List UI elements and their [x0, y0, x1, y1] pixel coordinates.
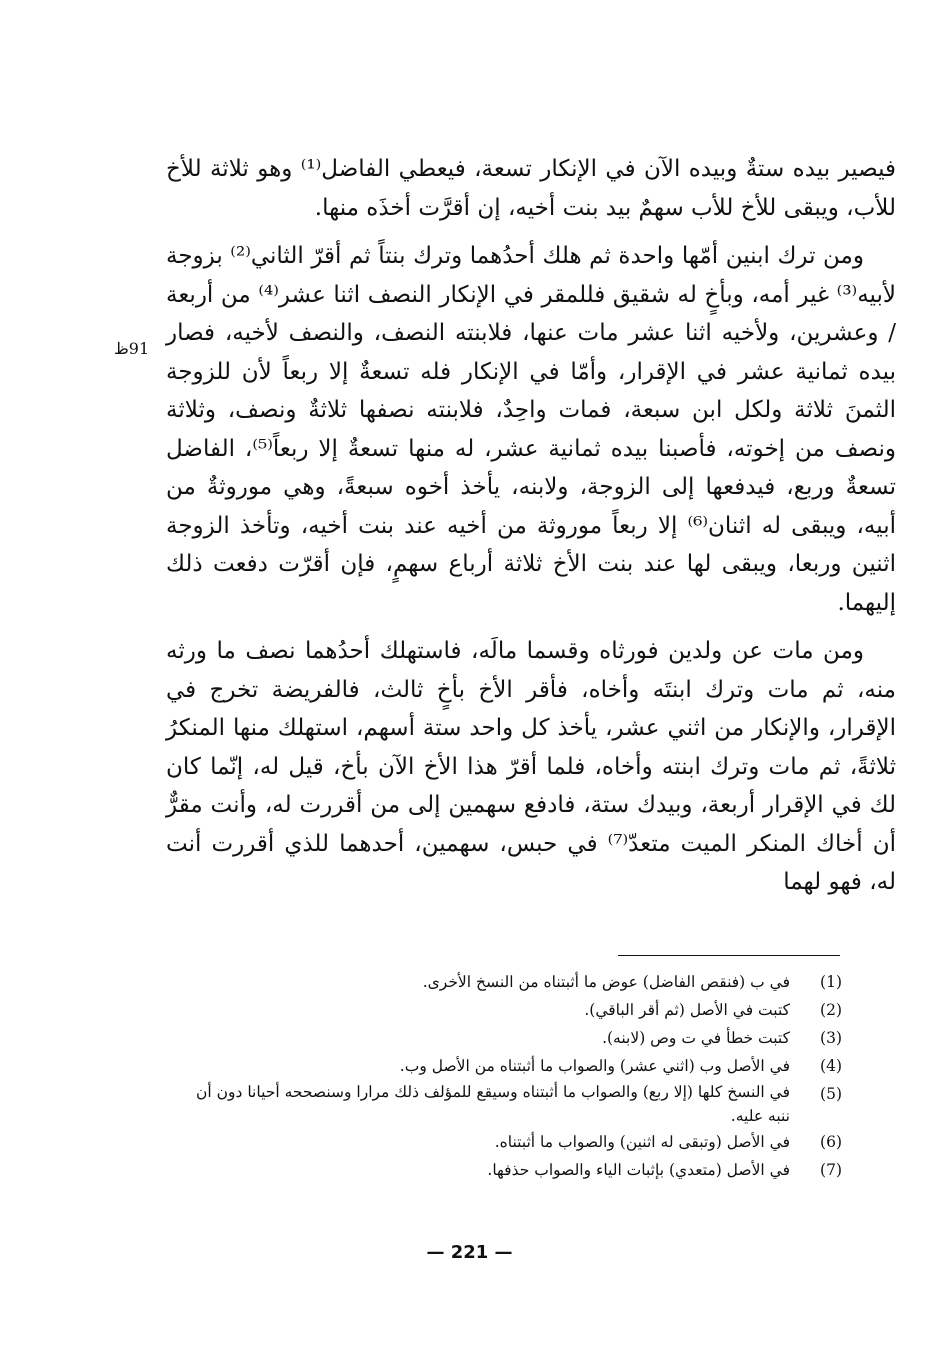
footnote-number: (6) [820, 1133, 842, 1151]
footnote-number: (4) [820, 1057, 842, 1075]
margin-folio-note: 91ظ [114, 339, 150, 358]
footnote-text: كتبت خطأ في ت وص (لابنه). [602, 1029, 790, 1047]
footnotes [172, 968, 842, 1184]
footnote-number: (5) [820, 1085, 842, 1103]
footnote-text: في النسخ كلها (إلا ربع) والصواب ما أثبتناه وسيقع للمؤلف ذلك مرارا وسنصححه أحيانا دون أن ننبه عليه. [196, 1083, 790, 1125]
footnote-item [172, 1024, 842, 1052]
footnote-text: في الأصل (وتبقى له اثنين) والصواب ما أثبتناه. [494, 1133, 790, 1151]
paragraph-1: فيصير بيده ستةٌ وبيده الآن في الإنكار تسعة، فيعطي الفاضل⁽¹⁾ وهو ثلاثة للأخ للأب، ويبقى للأخ للأب سهمٌ بيد بنت أخيه، إن أقرَّت أخذَه منها. [166, 156, 897, 221]
footnote-item [172, 996, 842, 1024]
footnote-item [172, 1052, 842, 1080]
paragraph-3: ومن مات عن ولدين فورثاه وقسما مالَه، فاستهلك أحدُهما نصف ما ورثه منه، ثم مات وترك ابنتَه وأخاه، فأقر الأخ بأخٍ ثالث، فالفريضة تخرج في الإقرار، والإنكار من اثني عشر، يأخذ كل واحد ستة أسهم، استهلك منها المنكرُ ثلاثةً، ثم مات وترك ابنته وأخاه، فلما أقرّ هذا الأخ الآن بأخ، قيل له، إنّما كان لك في الإقرار أربعة، وبيدك ستة، فادفع سهمين إلى من أقررت له، وأنت مقرٌّ أن أخاك المنكر الميت متعدّ⁽⁷⁾ في حبس، سهمين، أحدهما للذي أقررت أنت له، فهو لهما [166, 638, 896, 895]
footnote-divider [618, 955, 840, 956]
page-number: — 221 — [426, 1242, 513, 1263]
footnote-number: (2) [820, 1001, 842, 1019]
footnote-text: في الأصل وب (اثني عشر) والصواب ما أثبتناه من الأصل وب. [399, 1057, 790, 1075]
footnote-text: في الأصل (متعدي) بإثبات الياء والصواب حذفها. [487, 1161, 790, 1179]
footnote-item [172, 968, 842, 996]
main-text [166, 150, 896, 912]
footnote-text: كتبت في الأصل (ثم أقر الباقي). [584, 1001, 790, 1019]
footnote-item [172, 1080, 842, 1128]
footnote-number: (1) [820, 973, 842, 991]
paragraph-2: ومن ترك ابنين أمّها واحدة ثم هلك أحدُهما وترك بنتاً ثم أقرّ الثاني⁽²⁾ بزوجة لأبيه⁽³⁾ غير أمه، وبأخٍ له شقيق فللمقر في الإنكار النصف اثنا عشر⁽⁴⁾ من أربعة / وعشرين، ولأخيه اثنا عشر مات عنها، فلابنته النصف، والنصف لأخيه، فصار بيده ثمانية عشر في الإقرار، وأمّا في الإنكار فله تسعةٌ إلا ربعاً لأن للزوجة الثمنَ ثلاثة ولكل ابن سبعة، فمات واحِدٌ، فلابنته نصفها ثلاثةٌ ونصف، وثلاثة ونصف من إخوته، فأصبنا بيده ثمانية عشر، له منها تسعةٌ إلا ربعاً⁽⁵⁾، الفاضل تسعةٌ وربع، فيدفعها إلى الزوجة، ولابنه، يأخذ أخوه سبعةً، وهي موروثةٌ من أبيه، ويبقى له اثنان⁽⁶⁾ إلا ربعاً موروثة من أخيه عند بنت أخيه، وتأخذ الزوجة اثنين وربعا، ويبقى لها عند بنت الأخ ثلاثة أرباع سهمٍ، فإن أقرّت دفعت ذلك إليهما. [166, 243, 896, 616]
footnote-item [172, 1156, 842, 1184]
footnote-text: في ب (فنقص الفاضل) عوض ما أثبتناه من النسخ الأخرى. [422, 973, 790, 991]
footnote-number: (3) [820, 1029, 842, 1047]
footnote-number: (7) [820, 1161, 842, 1179]
footnote-item [172, 1128, 842, 1156]
